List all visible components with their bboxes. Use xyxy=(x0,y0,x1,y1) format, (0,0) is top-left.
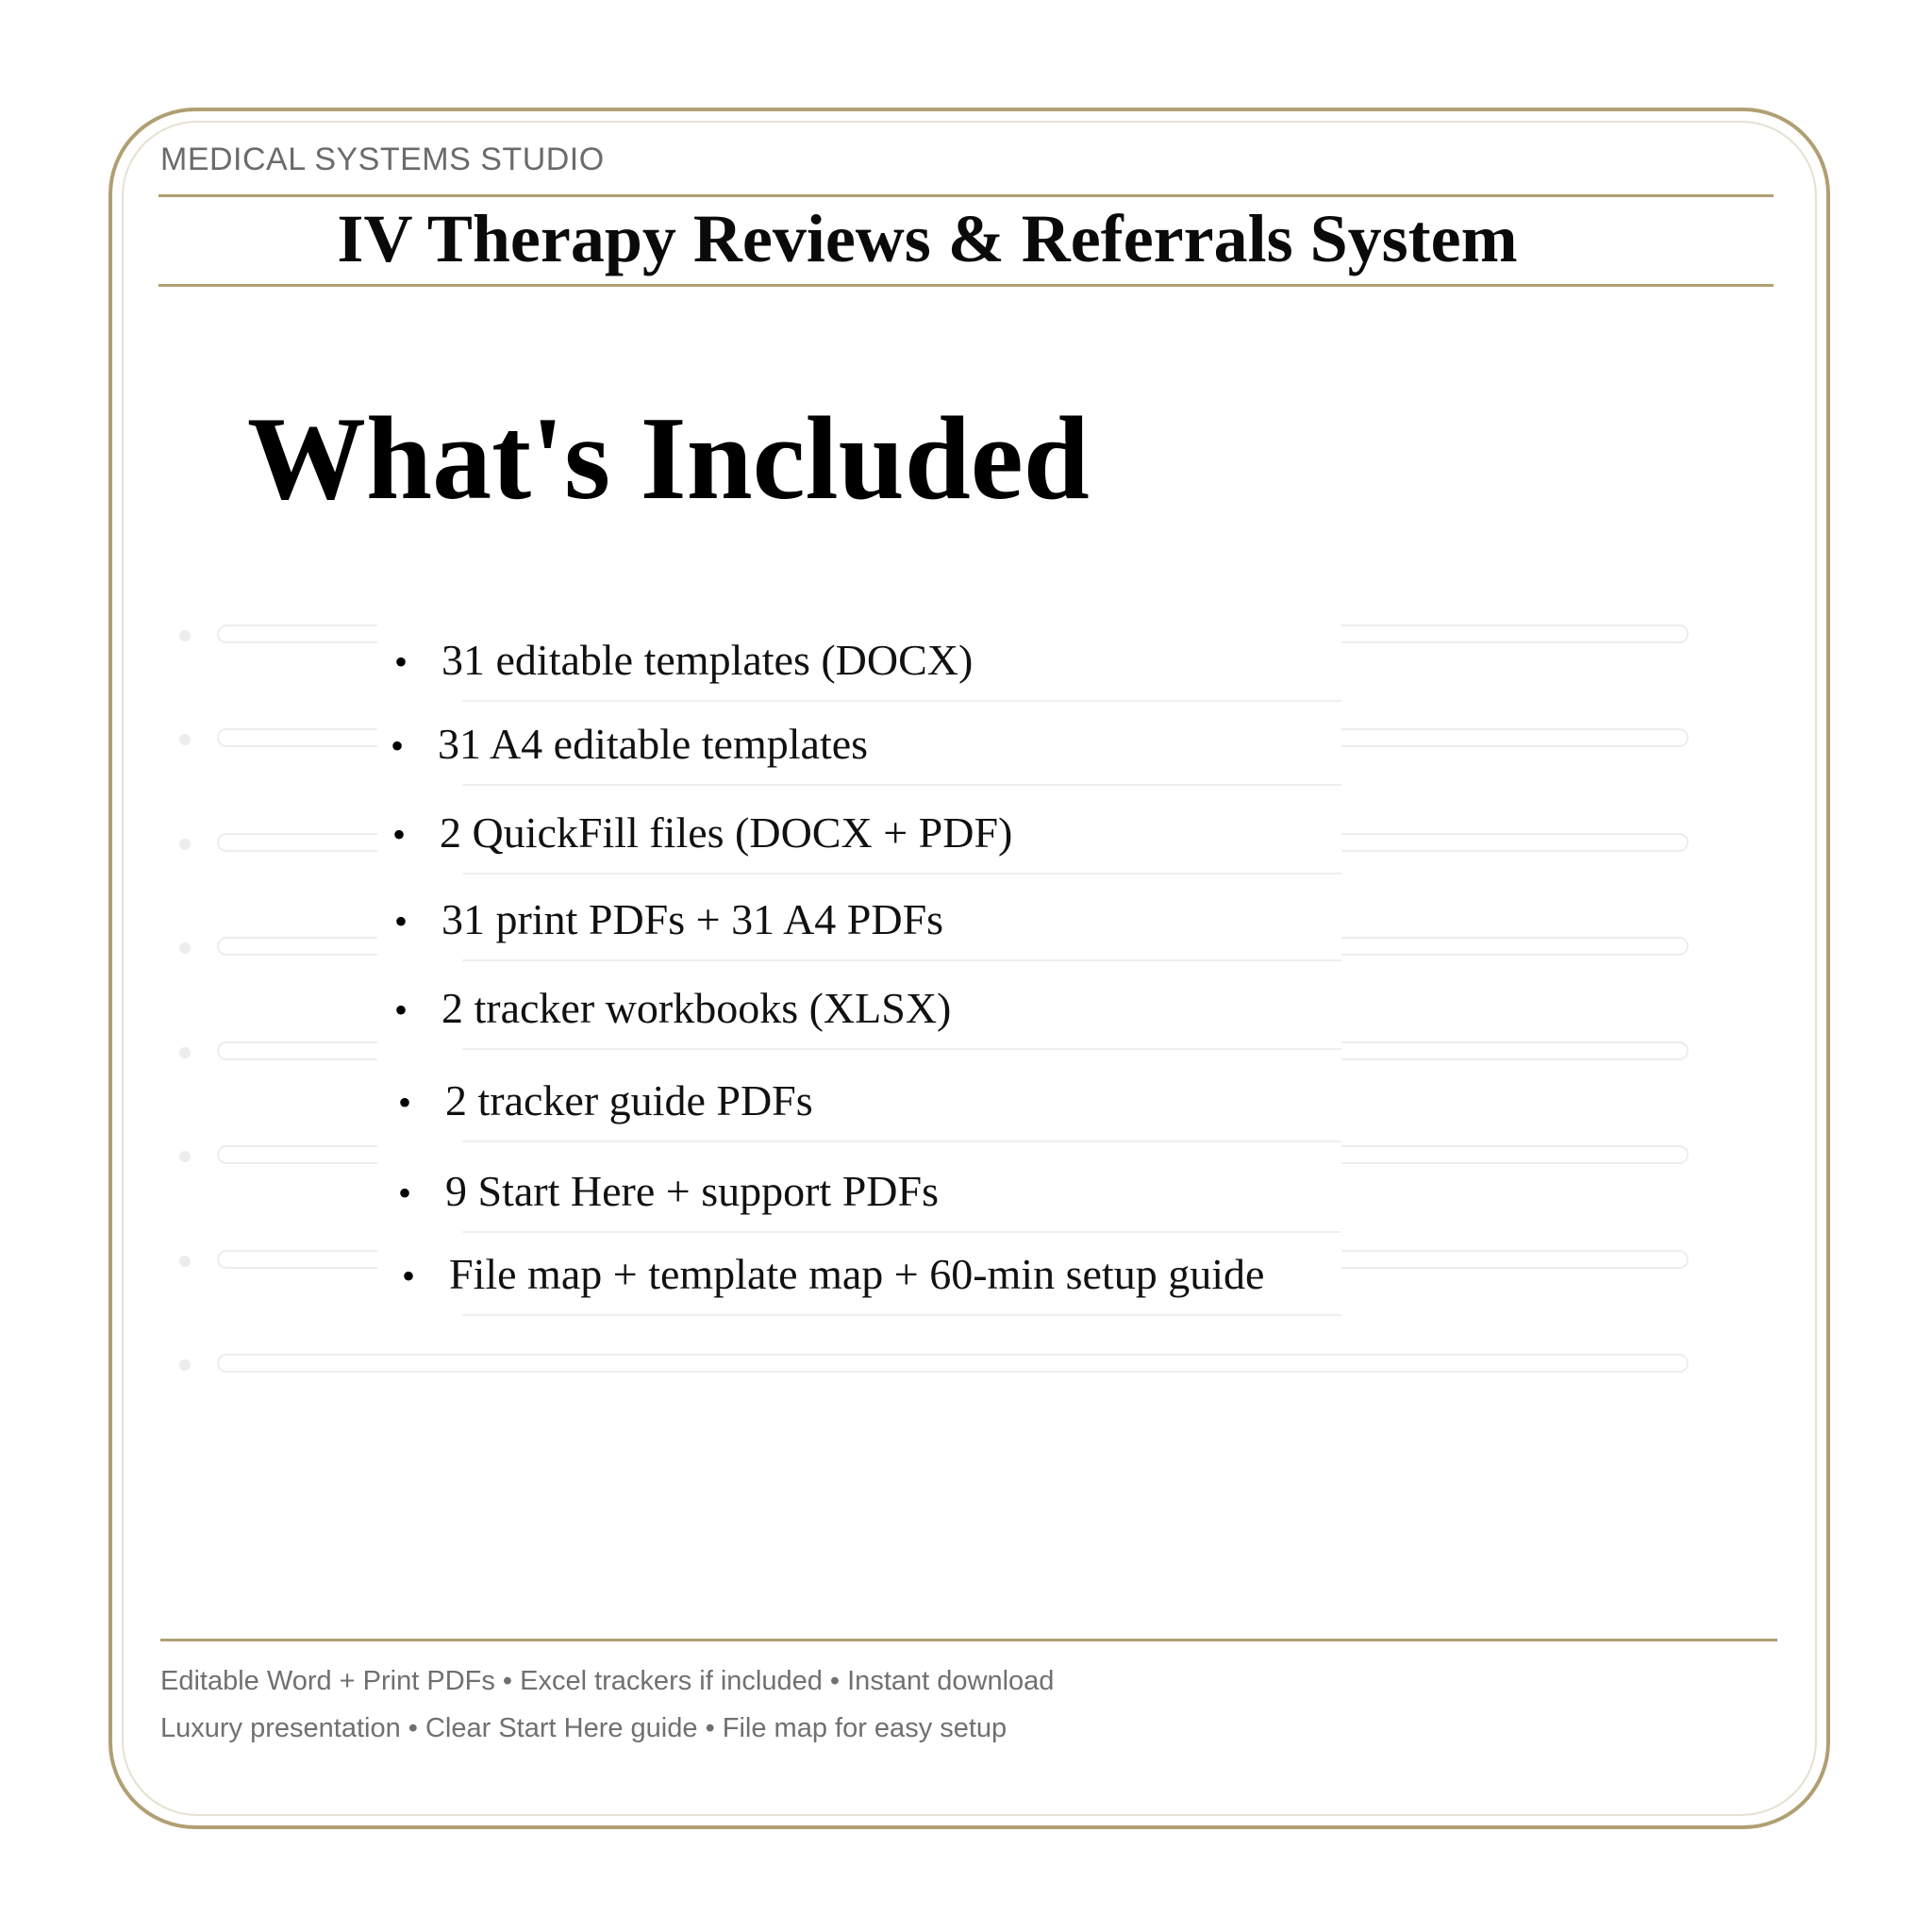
placeholder-dot xyxy=(179,630,191,641)
placeholder-dot xyxy=(179,734,191,745)
placeholder-dot xyxy=(179,942,191,954)
list-item-text: 2 QuickFill files (DOCX + PDF) xyxy=(440,808,1013,857)
bullet-glyph: • xyxy=(394,989,408,1031)
brand-name: MEDICAL SYSTEMS STUDIO xyxy=(160,142,605,177)
footer-line-2: Luxury presentation • Clear Start Here guide • File map for easy setup xyxy=(160,1713,1008,1743)
bullet-glyph: • xyxy=(392,813,407,856)
bullet-glyph: • xyxy=(402,1255,416,1297)
included-list xyxy=(377,618,1341,1307)
row-underline xyxy=(462,873,1341,874)
list-item xyxy=(377,634,1341,687)
footer-line-1: Editable Word + Print PDFs • Excel trackers if included • Instant download xyxy=(160,1666,1055,1696)
document-title: IV Therapy Reviews & Referrals System xyxy=(337,201,1518,276)
list-item xyxy=(377,1074,1341,1127)
row-underline xyxy=(462,1314,1341,1316)
placeholder-dot xyxy=(179,1256,191,1267)
list-item xyxy=(377,893,1341,946)
header-rule-bottom xyxy=(158,284,1774,287)
row-underline xyxy=(462,784,1341,786)
row-underline xyxy=(462,1048,1341,1050)
list-item xyxy=(377,718,1341,771)
list-item xyxy=(377,807,1341,859)
bullet-glyph: • xyxy=(394,900,408,942)
placeholder-dot xyxy=(179,1047,191,1058)
list-item-text: 2 tracker guide PDFs xyxy=(445,1076,813,1124)
list-item xyxy=(377,982,1341,1035)
bullet-glyph: • xyxy=(391,724,405,767)
list-item-text: File map + template map + 60-min setup guide xyxy=(449,1250,1265,1298)
bullet-glyph: • xyxy=(398,1081,412,1124)
section-heading: What's Included xyxy=(247,393,1090,525)
list-item-text: 31 editable templates (DOCX) xyxy=(441,636,974,684)
list-item-text: 9 Start Here + support PDFs xyxy=(445,1167,939,1215)
list-item xyxy=(377,1165,1341,1218)
list-item-text: 31 A4 editable templates xyxy=(438,720,869,768)
row-underline xyxy=(462,1141,1341,1142)
placeholder-dot xyxy=(179,1151,191,1162)
list-item-text: 2 tracker workbooks (XLSX) xyxy=(441,984,952,1032)
list-item-text: 31 print PDFs + 31 A4 PDFs xyxy=(441,895,944,943)
placeholder-dot xyxy=(179,1359,191,1371)
row-underline xyxy=(462,700,1341,702)
bullet-glyph: • xyxy=(394,641,408,683)
row-underline xyxy=(462,959,1341,961)
placeholder-row xyxy=(179,1354,1689,1376)
placeholder-dot xyxy=(179,839,191,850)
footer-rule xyxy=(160,1639,1777,1641)
placeholder-bar xyxy=(217,1354,1689,1373)
list-item xyxy=(377,1248,1341,1301)
row-underline xyxy=(462,1231,1341,1233)
bullet-glyph: • xyxy=(398,1172,412,1214)
